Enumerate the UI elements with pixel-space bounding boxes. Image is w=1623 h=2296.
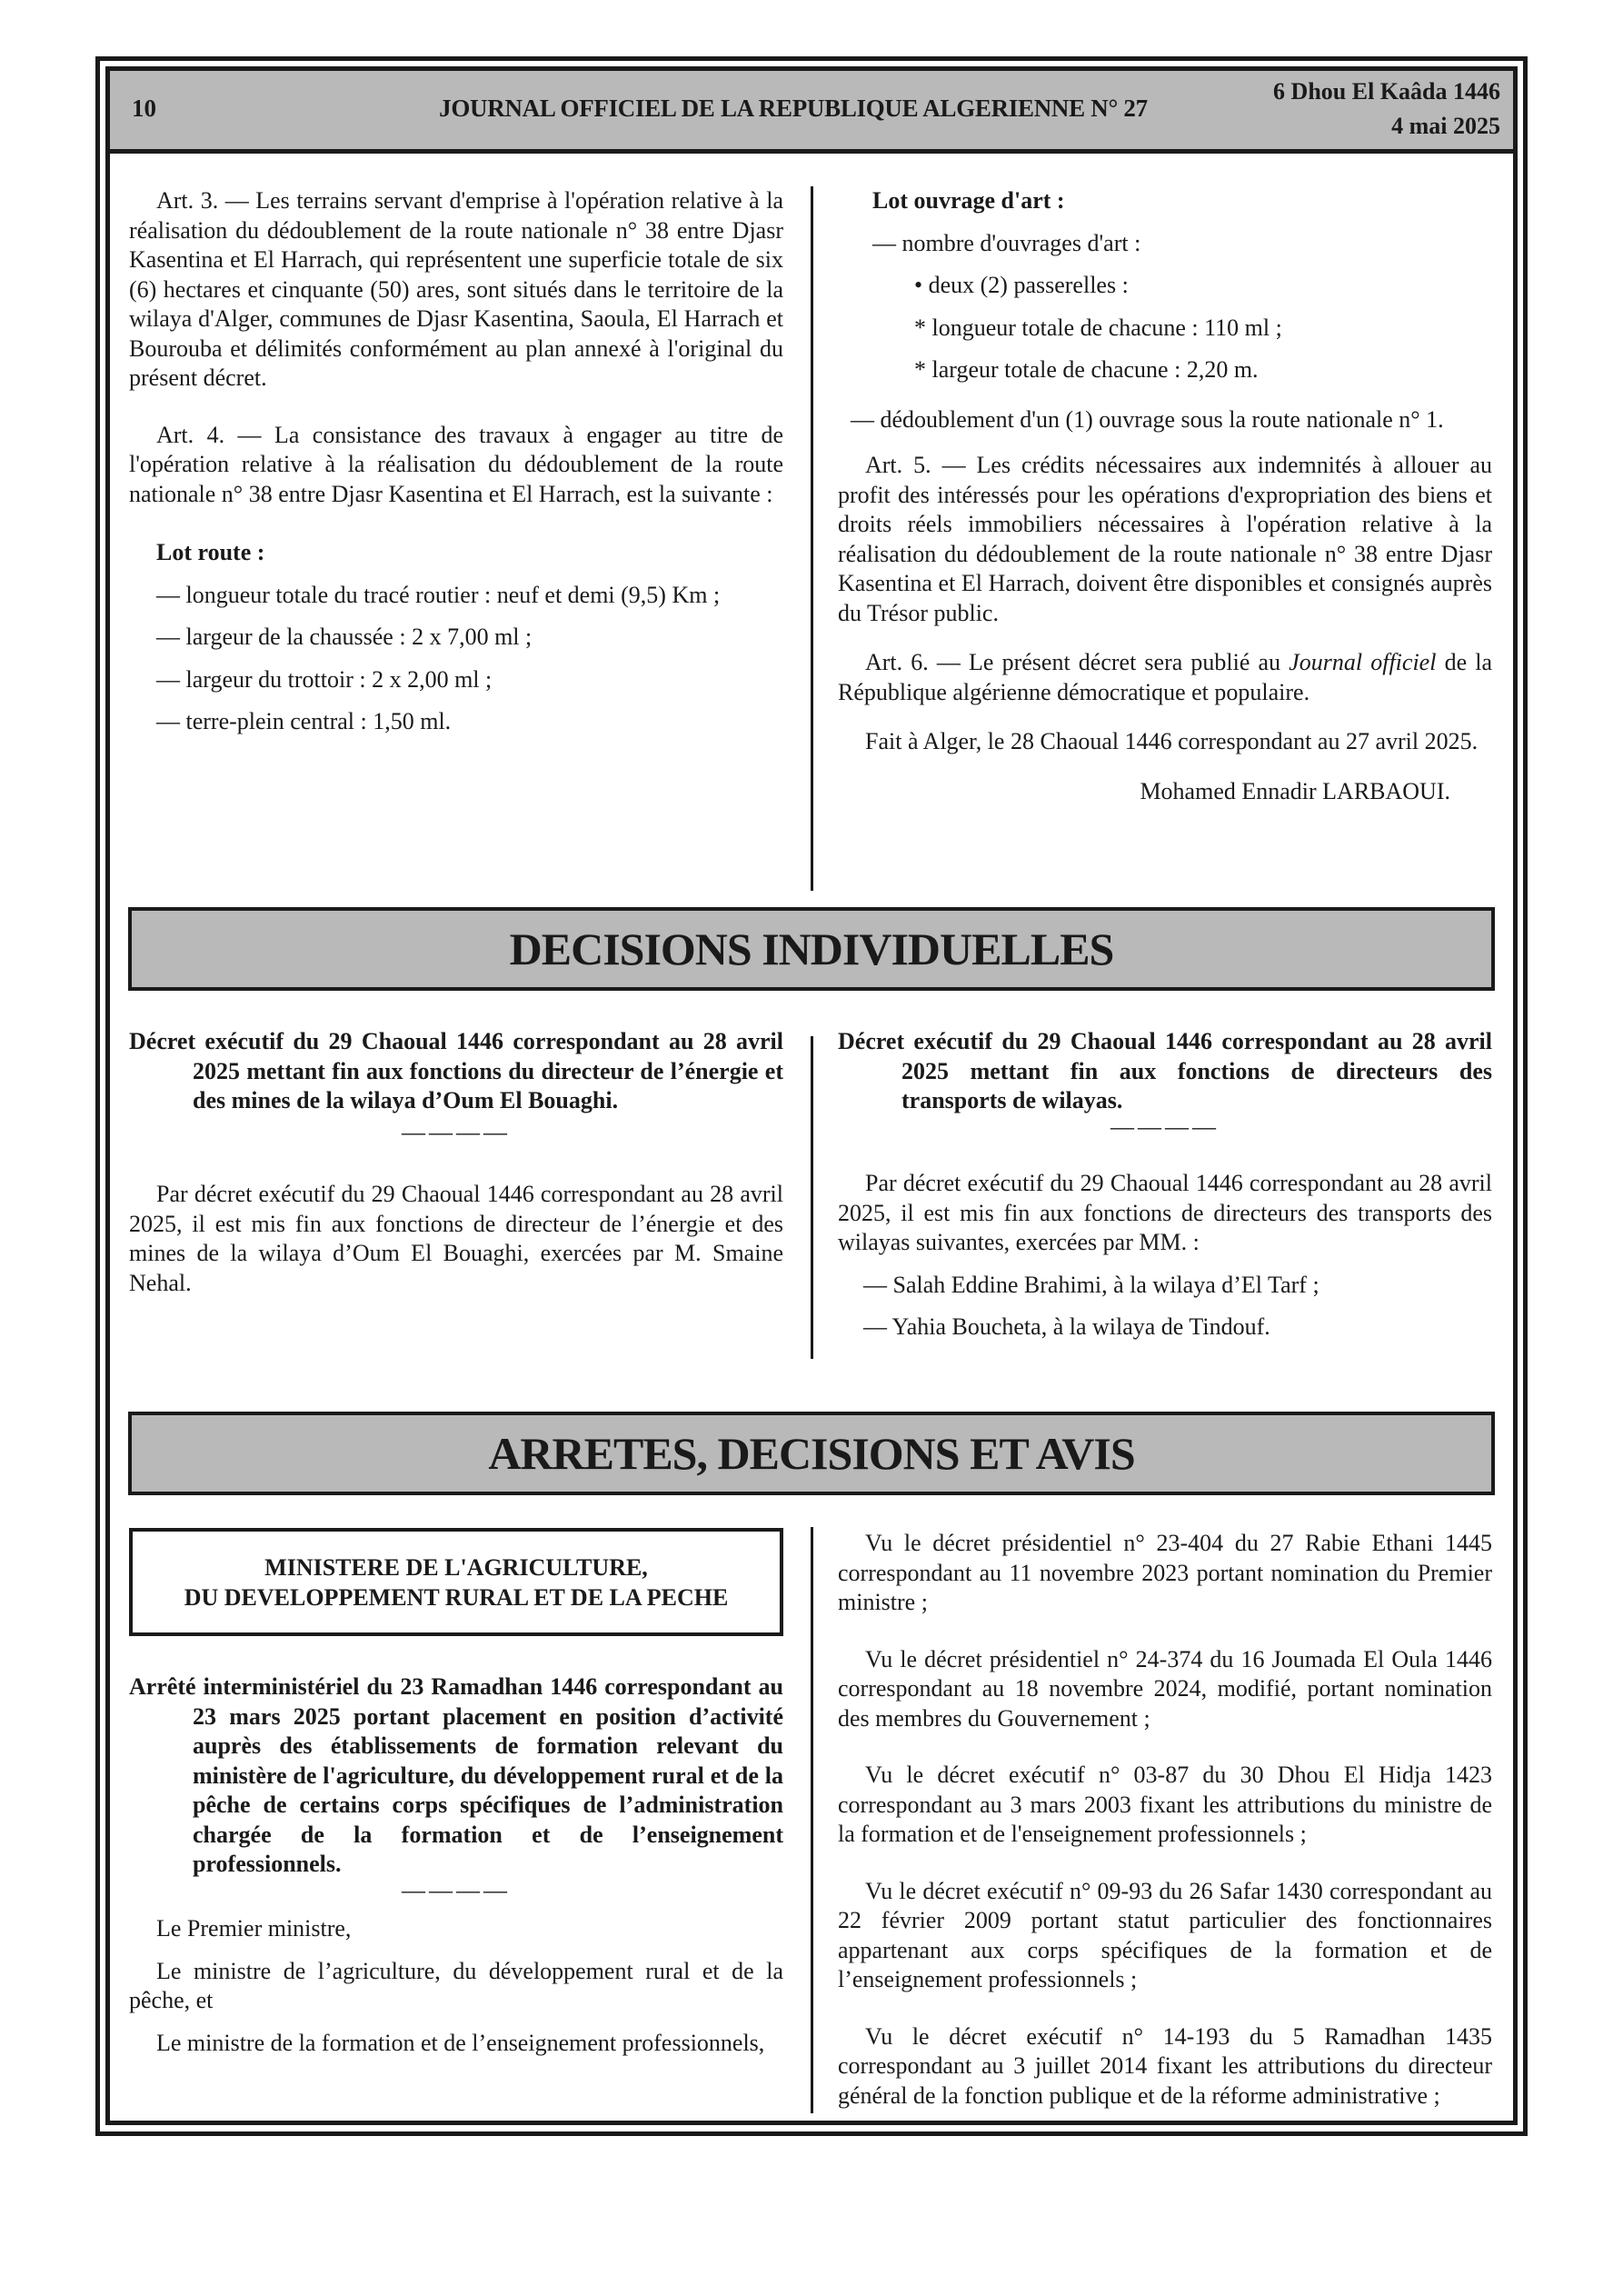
column-separator — [811, 1036, 813, 1359]
decision-heading: Décret exécutif du 29 Chaoual 1446 correspondant au 28 avril 2025 mettant fin aux fonctions de directeurs des transports de wilayas. — [838, 1028, 1492, 1113]
article-5: Art. 5. — Les crédits nécessaires aux indemnités à allouer au profit des intéressés pour les opérations d'expropriation des biens et droits réels immobiliers nécessaires à l'opération relative à la réalisation du dédoublement de la route nationale n° 38 entre Djasr Kasentina et El Harrach, doivent être disponibles et consignés auprès du Trésor public. — [838, 452, 1492, 626]
dash-separator: ———— — [1110, 1113, 1220, 1140]
ministry-box — [129, 1528, 783, 1636]
article-4: Art. 4. — La consistance des travaux à engager au titre de l'opération relative à la réalisation du dédoublement de la route nationale n° 38 entre Djasr Kasentina et El Harrach, est la suivante : — [129, 421, 783, 507]
ouvrage-passerelles: • deux (2) passerelles : — [914, 272, 1129, 298]
decision-right — [838, 1027, 1492, 1343]
ouvrage-longueur: * longueur totale de chacune : 110 ml ; — [914, 314, 1282, 341]
section-title: ARRETES, DECISIONS ET AVIS — [488, 1428, 1135, 1479]
ministry-line-2: DU DEVELOPPEMENT RURAL ET DE LA PECHE — [184, 1583, 729, 1611]
fait-a-alger: Fait à Alger, le 28 Chaoual 1446 correspondant au 27 avril 2025. — [865, 728, 1479, 754]
article-3: Art. 3. — Les terrains servant d'emprise à l'opération relative à la réalisation du dédoublement de la route nationale n° 38 entre Djasr Kasentina et El Harrach, qui représentent une superficie totale de six (6) hectares et cinquante (50) ares, sont situés dans le territoire de la wilaya d'Alger, communes de Djasr Kasentina, Saoula, El Harrach et Bourouba et délimités conformément au plan annexé à l'original du présent décret. — [129, 187, 783, 391]
lot-route-title: Lot route : — [156, 539, 265, 565]
vu-paragraph: Vu le décret exécutif n° 09-93 du 26 Safar 1430 correspondant au 22 février 2009 portant statut particulier des fonctionnaires appartenant aux corps spécifiques de la formation et de l’enseignement professionnels ; — [838, 1877, 1492, 1992]
decision-item: — Yahia Boucheta, à la wilaya de Tindouf. — [863, 1313, 1270, 1340]
journal-officiel-italic: Journal officiel — [1289, 649, 1437, 675]
issue-dates — [1273, 75, 1500, 144]
arrete-paragraph: Le ministre de l’agriculture, du développement rural et de la pêche, et — [129, 1957, 783, 2013]
arrete-left — [129, 1672, 783, 2058]
vu-paragraph: Vu le décret présidentiel n° 23-404 du 27 Rabie Ethani 1445 correspondant au 11 novembre 2023 portant nomination du Premier ministre ; — [838, 1530, 1492, 1615]
decision-body: Par décret exécutif du 29 Chaoual 1446 correspondant au 28 avril 2025, il est mis fin aux fonctions de directeurs des transports des wilayas suivantes, exercées par MM. : — [838, 1170, 1492, 1255]
decision-heading: Décret exécutif du 29 Chaoual 1446 correspondant au 28 avril 2025 mettant fin aux fonctions du directeur de l’énergie et des mines de la wilaya d’Oum El Bouaghi. — [129, 1028, 783, 1113]
article-6-prefix: Art. 6. — Le présent décret sera publié au — [865, 649, 1289, 675]
dash-separator: ———— — [402, 1876, 511, 1903]
gregorian-date: 4 mai 2025 — [1391, 113, 1500, 139]
vu-paragraph: Vu le décret présidentiel n° 24-374 du 16 Joumada El Oula 1446 correspondant au 18 novembre 2024, modifié, portant nomination des membres du Gouvernement ; — [838, 1645, 1492, 1732]
arrete-paragraph: Le Premier ministre, — [156, 1915, 352, 1942]
journal-title: JOURNAL OFFICIEL DE LA REPUBLIQUE ALGERIENNE N° 27 — [439, 95, 1148, 122]
section-banner-decisions-individuelles — [128, 907, 1495, 991]
lot-route-item: — terre-plein central : 1,50 ml. — [156, 708, 452, 734]
arrete-heading: Arrêté interministériel du 23 Ramadhan 1446 correspondant au 23 mars 2025 portant placement en position d’activité auprès des établissements de formation relevant du ministère de l'agriculture, du développement rural et de la pêche de certains corps spécifiques de l’administration chargée de la formation et de l’enseignement professionnels. — [129, 1673, 783, 1877]
journal-header — [110, 71, 1513, 154]
lot-ouvrage-title: Lot ouvrage d'art : — [872, 187, 1065, 214]
decision-left — [129, 1027, 783, 1298]
article-6 — [838, 648, 1492, 707]
column-separator — [811, 1527, 813, 2113]
decision-item: — Salah Eddine Brahimi, à la wilaya d’El Tarf ; — [863, 1271, 1319, 1298]
dash-separator: ———— — [402, 1118, 511, 1145]
hijri-date: 6 Dhou El Kaâda 1446 — [1273, 78, 1500, 105]
arrete-paragraph: Le ministre de la formation et de l’enseignement professionnels, — [156, 2029, 765, 2056]
ministry-line-1: MINISTERE DE L'AGRICULTURE, — [264, 1553, 648, 1581]
section-banner-arretes — [128, 1412, 1495, 1495]
article-6-suffix: de la République algérienne démocratique et populaire. — [838, 649, 1492, 705]
ouvrage-largeur: * largeur totale de chacune : 2,20 m. — [914, 356, 1259, 383]
vu-paragraph: Vu le décret exécutif n° 14-193 du 5 Ramadhan 1435 correspondant au 3 juillet 2014 fixant les attributions du directeur général de la fonction publique et de la réforme administrative ; — [838, 2022, 1492, 2109]
decision-body: Par décret exécutif du 29 Chaoual 1446 correspondant au 28 avril 2025, il est mis fin aux fonctions de directeur de l’énergie et des mines de la wilaya d’Oum El Bouaghi, exercées par M. Smaine Nehal. — [129, 1181, 783, 1296]
top-right-column — [838, 186, 1492, 806]
top-left-column — [129, 186, 783, 737]
signature: Mohamed Ennadir LARBAOUI. — [1140, 777, 1450, 804]
page-number: 10 — [132, 95, 156, 122]
ouvrage-dedoublement: — dédoublement d'un (1) ouvrage sous la route nationale n° 1. — [851, 405, 1444, 433]
lot-route-item: — largeur de la chaussée : 2 x 7,00 ml ; — [156, 624, 533, 650]
vu-paragraph: Vu le décret exécutif n° 03-87 du 30 Dhou El Hidja 1423 correspondant au 3 mars 2003 fixant les attributions du ministre de la formation et de l'enseignement professionnels ; — [838, 1762, 1492, 1847]
lot-route-item: — largeur du trottoir : 2 x 2,00 ml ; — [156, 665, 493, 693]
section-title: DECISIONS INDIVIDUELLES — [509, 923, 1114, 974]
ouvrage-count: — nombre d'ouvrages d'art : — [872, 229, 1141, 256]
lot-route-item: — longueur totale du tracé routier : neuf et demi (9,5) Km ; — [156, 581, 721, 608]
column-separator — [811, 186, 813, 891]
arrete-right — [838, 1529, 1492, 2111]
